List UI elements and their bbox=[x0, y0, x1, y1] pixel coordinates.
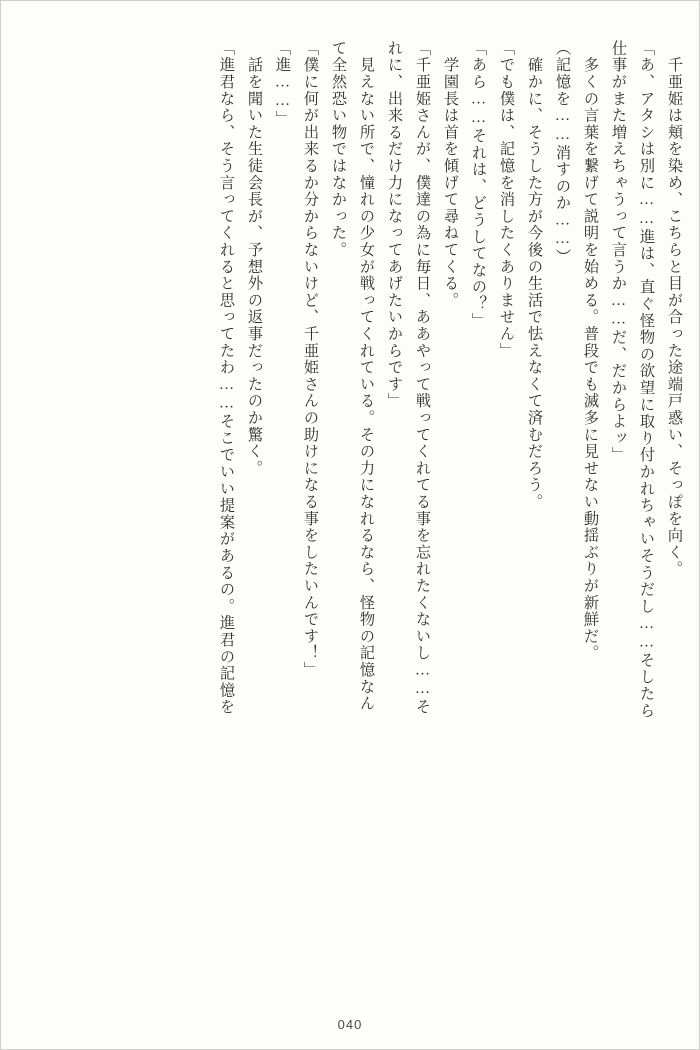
text-line: 「千亜姫さんが、僕達の為に毎日、ああやって戦ってくれてる事を忘れたくないし……そ bbox=[414, 40, 431, 716]
text-line: 「あら……それは、どうしてなの？」 bbox=[470, 40, 487, 330]
text-line: 「進……」 bbox=[274, 40, 291, 128]
text-line: 「でも僕は、記憶を消したくありません」 bbox=[498, 40, 515, 360]
text-line: 千亜姫は頬を染め、こちらと目が合った途端戸惑い、そっぽを向く。 bbox=[666, 40, 683, 578]
vertical-text-body bbox=[14, 40, 682, 990]
text-line: 見えない所で、憧れの少女が戦ってくれている。その力になれるなら、怪物の記憶なん bbox=[358, 40, 375, 712]
text-line: 仕事がまた増えちゃうって言うか……だ、だからよッ」 bbox=[610, 40, 627, 464]
text-line: れに、出来るだけ力になってあげたいからです」 bbox=[386, 40, 403, 410]
text-line: 「僕に何が出来るか分からないけど、千亜姫さんの助けになる事をしたいんです！」 bbox=[302, 40, 319, 679]
text-line: （記憶を……消すのか……） bbox=[554, 40, 571, 266]
text-line: 「進君なら、そう言ってくれると思ってたわ……そこでいい提案があるの。進君の記憶を bbox=[218, 40, 235, 716]
text-line: 学園長は首を傾げて尋ねてくる。 bbox=[442, 40, 459, 309]
text-line: て全然恐い物ではなかった。 bbox=[330, 40, 347, 259]
text-line: 「あ、アタシは別に……進は、直ぐ怪物の欲望に取り付かれちゃいそうだし……そしたら bbox=[638, 40, 655, 720]
text-line: 話を聞いた生徒会長が、予想外の返事だったのか驚く。 bbox=[246, 40, 263, 477]
page-number: 040 bbox=[337, 1017, 363, 1032]
text-line: 確かに、そうした方が今後の生活で怯えなくて済むだろう。 bbox=[526, 40, 543, 511]
text-line: 多くの言葉を繋げて説明を始める。普段でも滅多に見せない動揺ぶりが新鮮だ。 bbox=[582, 40, 599, 662]
